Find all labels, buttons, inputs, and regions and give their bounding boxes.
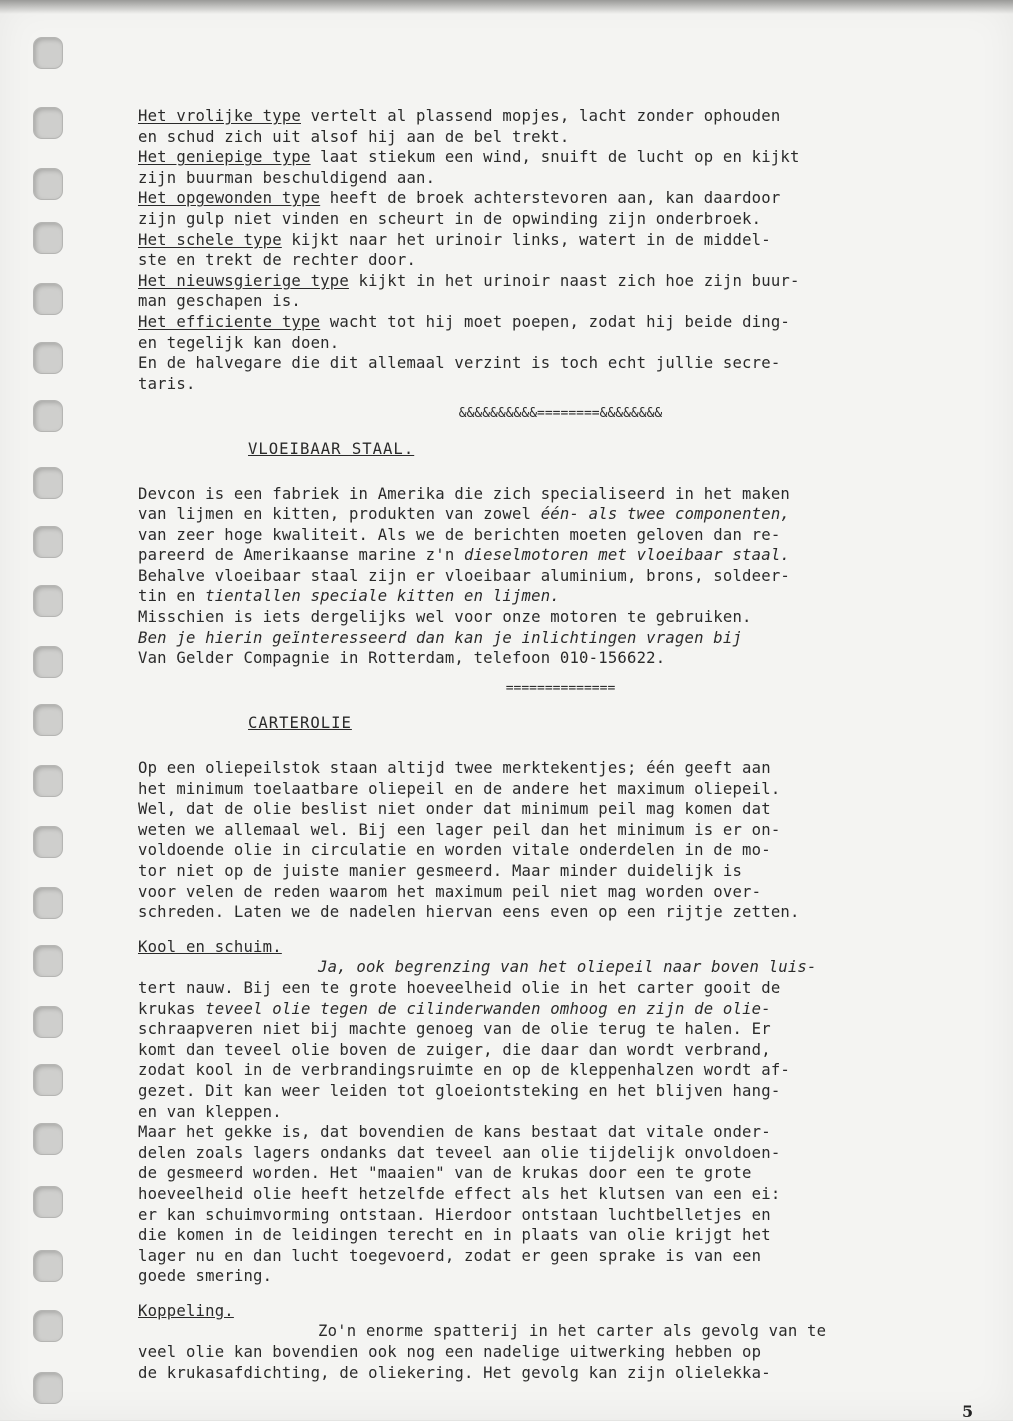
separator: ============== <box>505 680 616 696</box>
section-title: CARTEROLIE <box>248 714 352 733</box>
type-term: Het opgewonden type <box>138 189 321 208</box>
subsection-title: Kool en schuim. <box>138 937 282 956</box>
type-item <box>138 106 983 147</box>
typed-text <box>138 106 983 1383</box>
binder-hole <box>33 1372 63 1404</box>
type-description: kijkt naar het urinoir links, watert in de middel- ste en trekt de rechter door. <box>138 230 771 270</box>
body-text: Behalve vloeibaar staal zijn er vloeibaar aluminium, brons, soldeer- tin en <box>138 566 790 606</box>
spacer <box>138 923 983 937</box>
type-term: Het efficiente type <box>138 312 321 331</box>
type-item <box>138 188 983 229</box>
binder-hole <box>33 400 63 432</box>
type-term: Het geniepige type <box>138 148 311 167</box>
subsection-body <box>138 1321 983 1383</box>
subsection-lead: Ja, ook begrenzing van het oliepeil naar boven luis- <box>318 958 817 977</box>
body-text: Misschien is iets dergelijks wel voor onze motoren te gebruiken. <box>138 608 752 627</box>
scan-edge-shadow <box>0 0 1013 14</box>
binder-hole <box>33 765 63 797</box>
type-term: Het nieuwsgierige type <box>138 271 349 290</box>
binder-hole <box>33 1064 63 1096</box>
binder-hole <box>33 704 63 736</box>
type-item <box>138 147 983 188</box>
body-text: Van Gelder Compagnie in Rotterdam, telefoon 010-156622. <box>138 649 666 668</box>
subsection-body <box>138 957 983 1122</box>
binder-holes <box>0 0 70 1420</box>
body-text: van zeer hoge kwaliteit. Als we de berichten moeten geloven dan re- pareerd de Amerikaanse marine z'n <box>138 525 781 565</box>
type-term: Het vrolijke type <box>138 107 301 125</box>
body-text: veel olie kan bovendien ook nog een nadelige uitwerking hebben op de krukasafdichting, de oliekering. Het gevolg kan zijn olielekka- <box>138 1343 771 1382</box>
binder-hole <box>33 168 63 200</box>
subsection-body: Maar het gekke is, dat bovendien de kans bestaat dat vitale onder- delen zoals lagers ondanks dat teveel aan olie tijdelijk onvoldoen- de gesmeerd worden. Het "maaien" van de krukas door een te grote hoeveelheid olie heeft hetzelfde effect als het klutsen van een ei: er kan schuimvorming ontstaan. Hierdoor ontstaan luchtbelletjes en die komen in de leidingen terecht en in plaats van olie krijgt het lager nu en dan lucht toegevoerd, zodat er geen sprake is van een goede smering. <box>138 1123 781 1286</box>
body-text-italic: tientallen speciale kitten en lijmen. <box>205 587 560 606</box>
type-description: laat stiekum een wind, snuift de lucht op en kijkt zijn buurman beschuldigend aan. <box>138 148 800 187</box>
binder-hole <box>33 1250 63 1282</box>
binder-hole <box>33 107 63 139</box>
binder-hole <box>33 887 63 919</box>
binder-hole <box>33 222 63 254</box>
page-number: 5 <box>962 1402 974 1421</box>
body-text-italic: Ben je hierin geïnteresseerd dan kan je inlichtingen vragen bij <box>138 628 743 647</box>
type-description: vertelt al plassend mopjes, lacht zonder ophouden en schud zich uit alsof hij aan de bel trekt. <box>138 107 781 146</box>
section-intro: Op een oliepeilstok staan altijd twee merktekentjes; één geeft aan het minimum toelaatbare oliepeil en de andere het maximum oliepeil. Wel, dat de olie beslist niet onder dat minimum peil mag komen dat weten we allemaal wel. Bij een lager peil dan het minimum is er on- voldoende olie in circulatie en worden vitale onderdelen in de mo- tor niet op de juiste manier gesmeerd. Maar minder duidelijk is voor velen de reden waarom het maximum peil niet mag worden over- schreden. Laten we de nadelen hiervan eens even op een rijtje zetten. <box>138 759 800 922</box>
binder-hole <box>33 342 63 374</box>
binder-hole <box>33 945 63 977</box>
type-description: heeft de broek achterstevoren aan, kan daardoor zijn gulp niet vinden en scheurt in de opwinding zijn onderbroek. <box>138 189 781 228</box>
binder-hole <box>33 283 63 315</box>
body-text-italic: teveel olie tegen de cilinderwanden omhoog en zijn de olie- <box>205 999 771 1018</box>
body-text: schraapveren niet bij machte genoeg van de olie terug te halen. Er komt dan teveel olie boven de zuiger, die daar dan wordt verbrand, zodat kool in de verbrandingsruimte en op de kleppenhalzen wordt af- gezet. Dit kan weer leiden tot gloeiontsteking en het blijven hang- en van kleppen. <box>138 1020 790 1121</box>
body-text: tert nauw. Bij een te grote hoeveelheid olie in het carter gooit de krukas <box>138 978 781 1018</box>
type-description: kijkt in het urinoir naast zich hoe zijn buur- man geschapen is. <box>138 271 800 311</box>
section-title: VLOEIBAAR STAAL. <box>248 439 415 458</box>
binder-hole <box>33 1123 63 1155</box>
closing-line: En de halvegare die dit allemaal verzint is toch echt jullie secre- taris. <box>138 354 781 393</box>
subsection-lead: Zo'n enorme spatterij in het carter als gevolg van te <box>318 1322 827 1341</box>
type-term: Het schele type <box>138 230 282 249</box>
binder-hole <box>33 826 63 858</box>
binder-hole <box>33 1310 63 1342</box>
type-item <box>138 230 983 271</box>
type-item <box>138 271 983 312</box>
binder-hole <box>33 526 63 558</box>
subsection-title: Koppeling. <box>138 1301 234 1320</box>
separator: &&&&&&&&&&========&&&&&&&& <box>458 406 663 422</box>
section-body <box>138 484 983 669</box>
type-description: wacht tot hij moet poepen, zodat hij beide ding- en tegelijk kan doen. <box>138 312 791 352</box>
binder-hole <box>33 1186 63 1218</box>
body-text: Devcon is een fabriek in Amerika die zich specialiseerd in het maken van lijmen en kitten, produkten van zowel <box>138 484 790 524</box>
binder-hole <box>33 37 63 69</box>
binder-hole <box>33 585 63 617</box>
spacer <box>138 1287 983 1301</box>
body-text-italic: één- als twee componenten, <box>540 505 791 524</box>
binder-hole <box>33 646 63 678</box>
binder-hole <box>33 467 63 499</box>
type-item <box>138 312 983 353</box>
body-text-italic: dieselmotoren met vloeibaar staal. <box>464 546 790 565</box>
binder-hole <box>33 1006 63 1038</box>
